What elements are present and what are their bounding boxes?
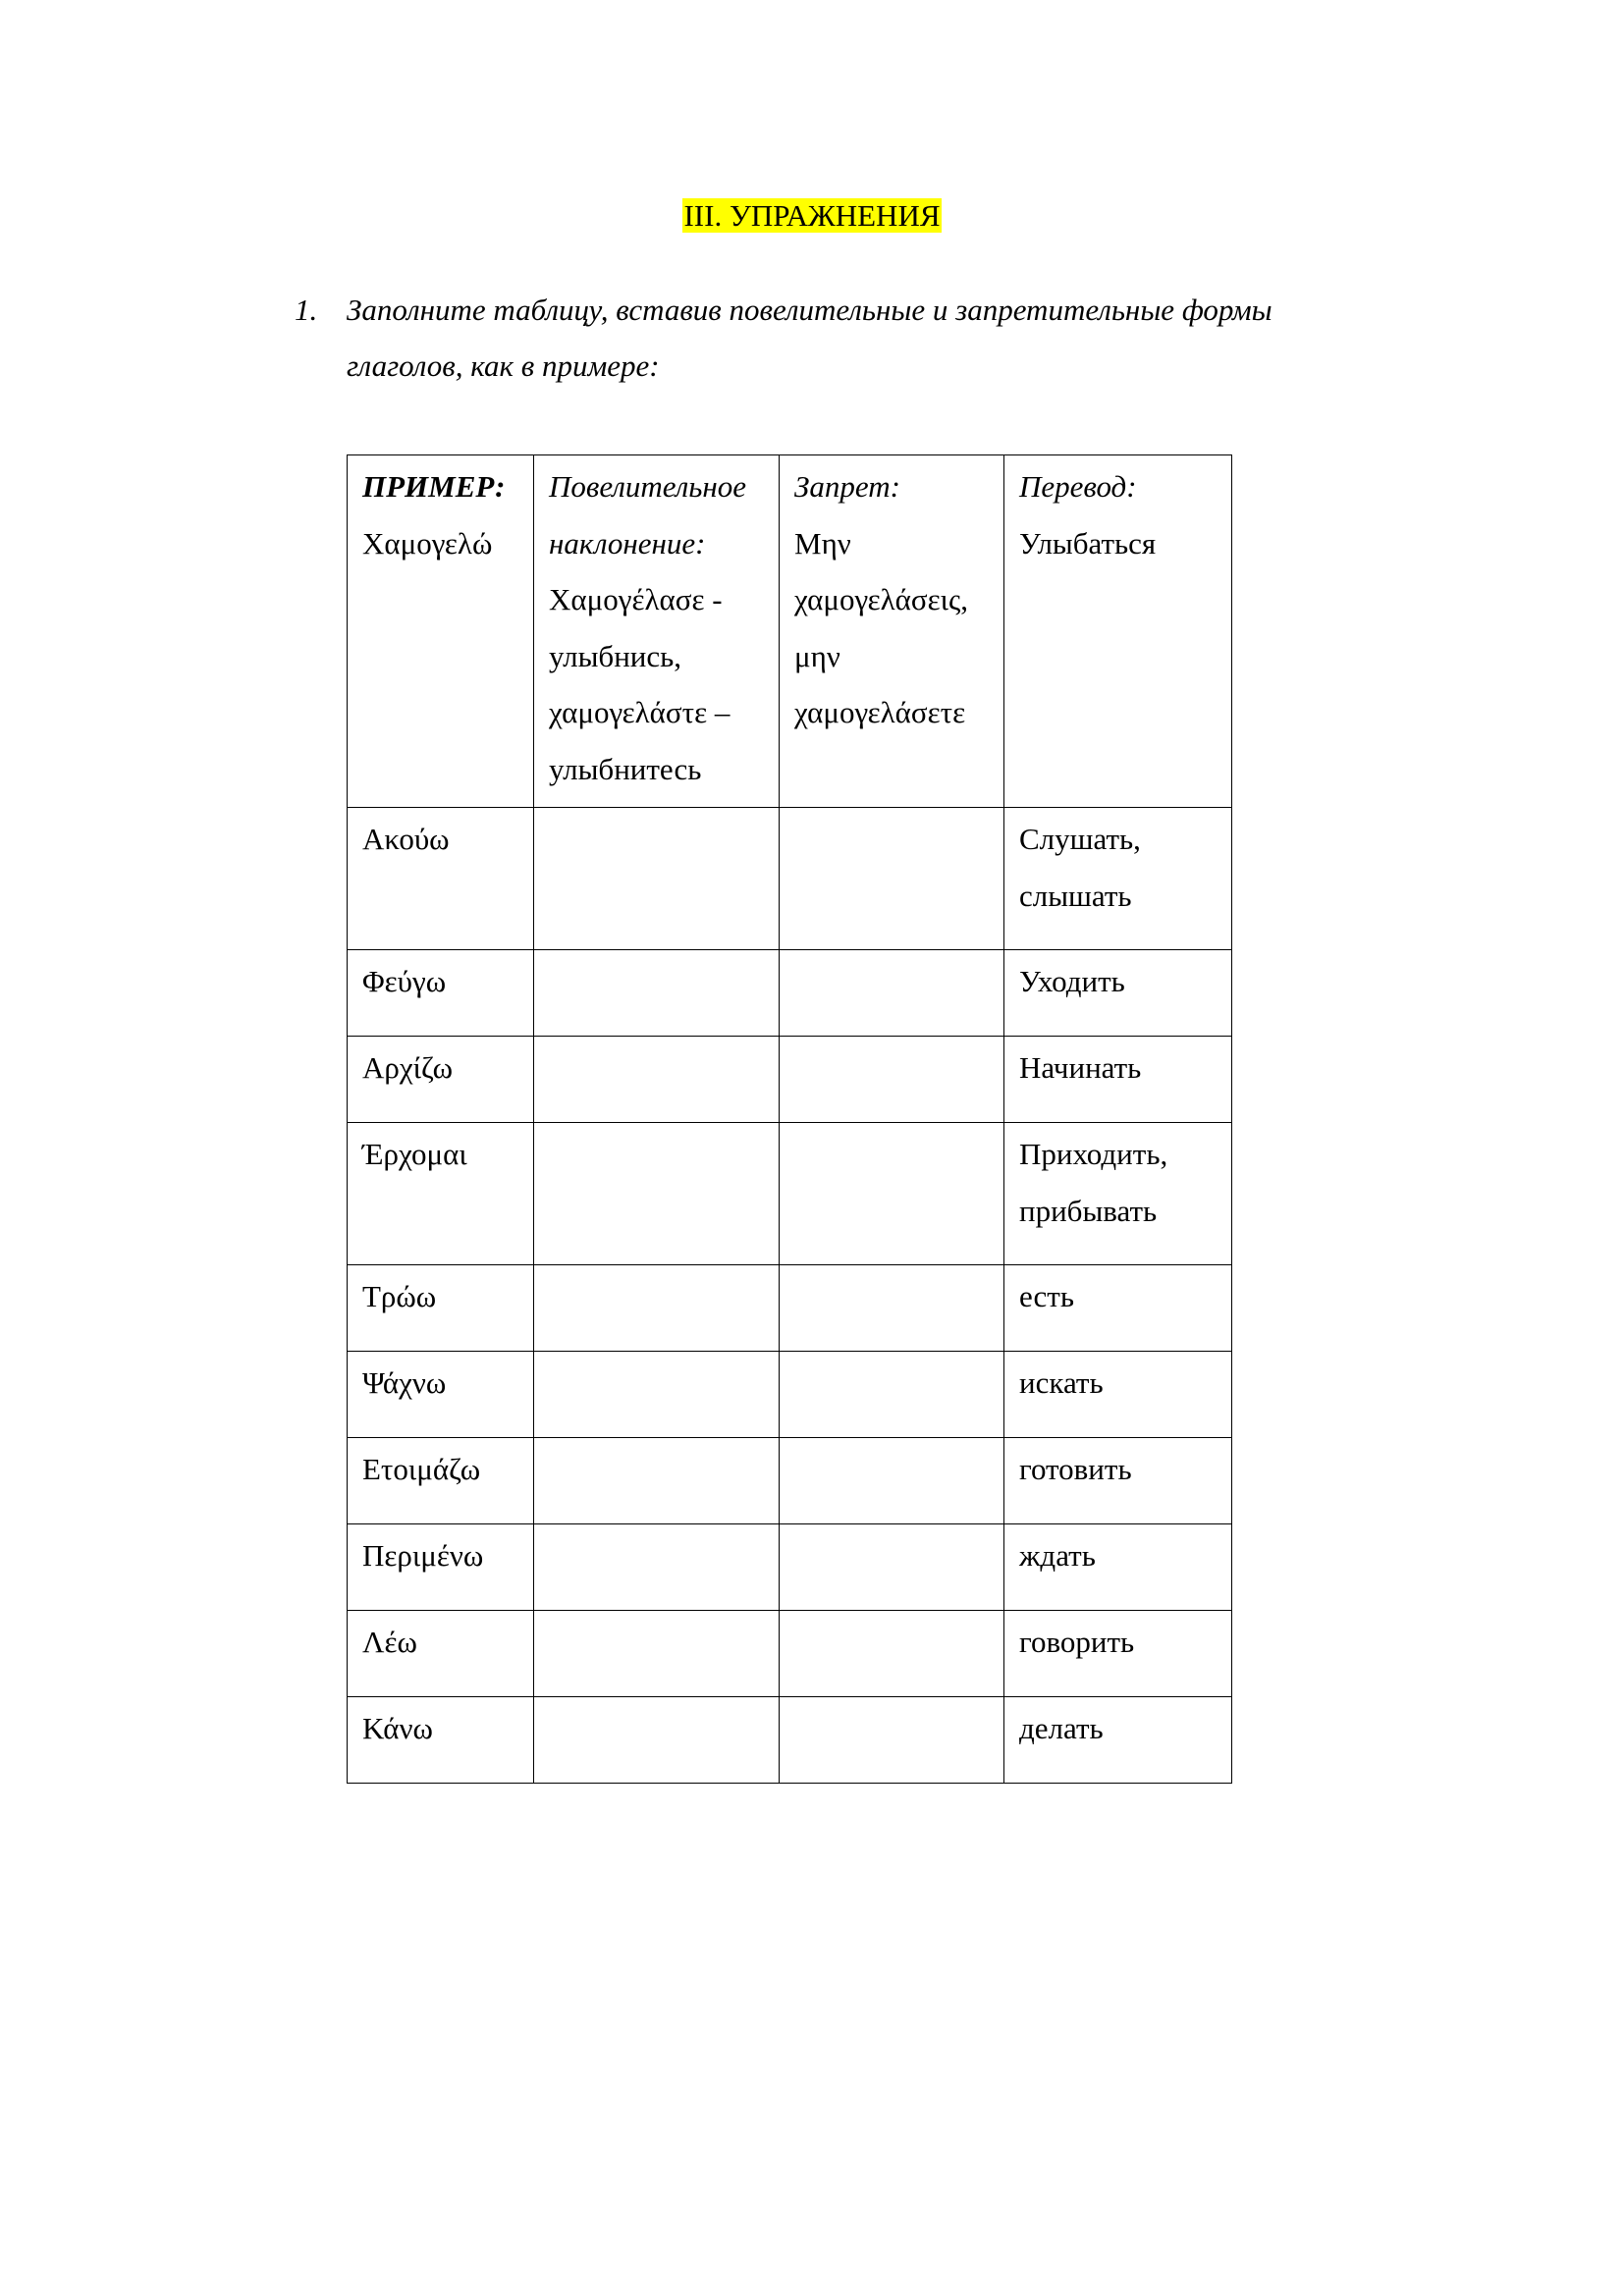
translation-cell: Начинать [1004, 1037, 1232, 1123]
translation-cell: Уходить [1004, 950, 1232, 1037]
prohibition-blank-cell[interactable] [780, 950, 1004, 1037]
imperative-blank-cell[interactable] [534, 1611, 780, 1697]
table-row [348, 950, 1232, 1037]
translation-cell: говорить [1004, 1611, 1232, 1697]
translation-text: Улыбаться [1019, 525, 1157, 561]
translation-text: Приходить, [1019, 1137, 1168, 1171]
imperative-blank-cell[interactable] [534, 1352, 780, 1438]
translation-cell [1004, 1123, 1232, 1265]
verb-cell: Κάνω [348, 1697, 534, 1784]
prohibition-blank-cell[interactable] [780, 1037, 1004, 1123]
prohibition-form: χαμογελάσετε [794, 695, 966, 729]
imperative-label: наклонение: [549, 525, 706, 561]
imperative-blank-cell[interactable] [534, 1438, 780, 1524]
imperative-form: Χαμογέλασε - [549, 582, 723, 616]
task-text-line: глаголов, как в примере: [347, 348, 660, 383]
example-verb-cell [348, 455, 534, 808]
verb-cell: Αρχίζω [348, 1037, 534, 1123]
task-text [347, 282, 1338, 394]
prohibition-blank-cell[interactable] [780, 1123, 1004, 1265]
prohibition-blank-cell[interactable] [780, 1265, 1004, 1352]
imperative-form: улыбнитесь [549, 751, 702, 786]
task-text-line: Заполните таблицу, вставив повелительные и запретительные формы [347, 293, 1272, 327]
translation-label: Перевод: [1019, 469, 1137, 504]
imperative-blank-cell[interactable] [534, 950, 780, 1037]
table-row [348, 1611, 1232, 1697]
prohibition-form: μην [794, 638, 840, 673]
prohibition-blank-cell[interactable] [780, 1438, 1004, 1524]
example-imperative-cell [534, 455, 780, 808]
verb-cell: Έρχομαι [348, 1123, 534, 1265]
table-row [348, 1697, 1232, 1784]
imperative-label: Повелительное [549, 469, 746, 504]
verb-cell: Ψάχνω [348, 1352, 534, 1438]
imperative-blank-cell[interactable] [534, 1697, 780, 1784]
translation-cell: искать [1004, 1352, 1232, 1438]
verb-cell: Ακούω [348, 808, 534, 950]
imperative-blank-cell[interactable] [534, 1265, 780, 1352]
imperative-form: χαμογελάστε – [549, 695, 731, 729]
prohibition-blank-cell[interactable] [780, 1352, 1004, 1438]
prohibition-label: Запрет: [794, 469, 900, 504]
verb-cell: Λέω [348, 1611, 534, 1697]
imperative-blank-cell[interactable] [534, 808, 780, 950]
page-heading [0, 196, 1624, 236]
verb-cell: Ετοιμάζω [348, 1438, 534, 1524]
prohibition-blank-cell[interactable] [780, 1697, 1004, 1784]
example-verb: Χαμογελώ [362, 525, 493, 561]
prohibition-blank-cell[interactable] [780, 808, 1004, 950]
prohibition-blank-cell[interactable] [780, 1524, 1004, 1611]
translation-cell: делать [1004, 1697, 1232, 1784]
example-label: ПРИМЕР: [362, 469, 506, 504]
table-row [348, 1265, 1232, 1352]
table-row [348, 1524, 1232, 1611]
prohibition-form: Μην [794, 525, 851, 561]
translation-text: Слушать, [1019, 822, 1141, 856]
imperative-blank-cell[interactable] [534, 1123, 780, 1265]
example-prohibition-cell [780, 455, 1004, 808]
verb-cell: Τρώω [348, 1265, 534, 1352]
translation-cell: ждать [1004, 1524, 1232, 1611]
example-row [348, 455, 1232, 808]
translation-cell: есть [1004, 1265, 1232, 1352]
translation-cell: готовить [1004, 1438, 1232, 1524]
table-row [348, 1352, 1232, 1438]
exercise-table [347, 454, 1232, 1784]
translation-cell [1004, 808, 1232, 950]
prohibition-form: χαμογελάσεις, [794, 582, 968, 616]
prohibition-blank-cell[interactable] [780, 1611, 1004, 1697]
table-row [348, 1438, 1232, 1524]
task-number: 1. [295, 293, 318, 327]
imperative-blank-cell[interactable] [534, 1524, 780, 1611]
verb-cell: Φεύγω [348, 950, 534, 1037]
verb-cell: Περιμένω [348, 1524, 534, 1611]
table-row [348, 808, 1232, 950]
table-row [348, 1123, 1232, 1265]
heading-text: III. УПРАЖНЕНИЯ [683, 198, 941, 233]
translation-text: слышать [1019, 878, 1132, 913]
imperative-form: улыбнись, [549, 638, 682, 673]
imperative-blank-cell[interactable] [534, 1037, 780, 1123]
table-row [348, 1037, 1232, 1123]
translation-text: прибывать [1019, 1193, 1158, 1228]
example-translation-cell [1004, 455, 1232, 808]
